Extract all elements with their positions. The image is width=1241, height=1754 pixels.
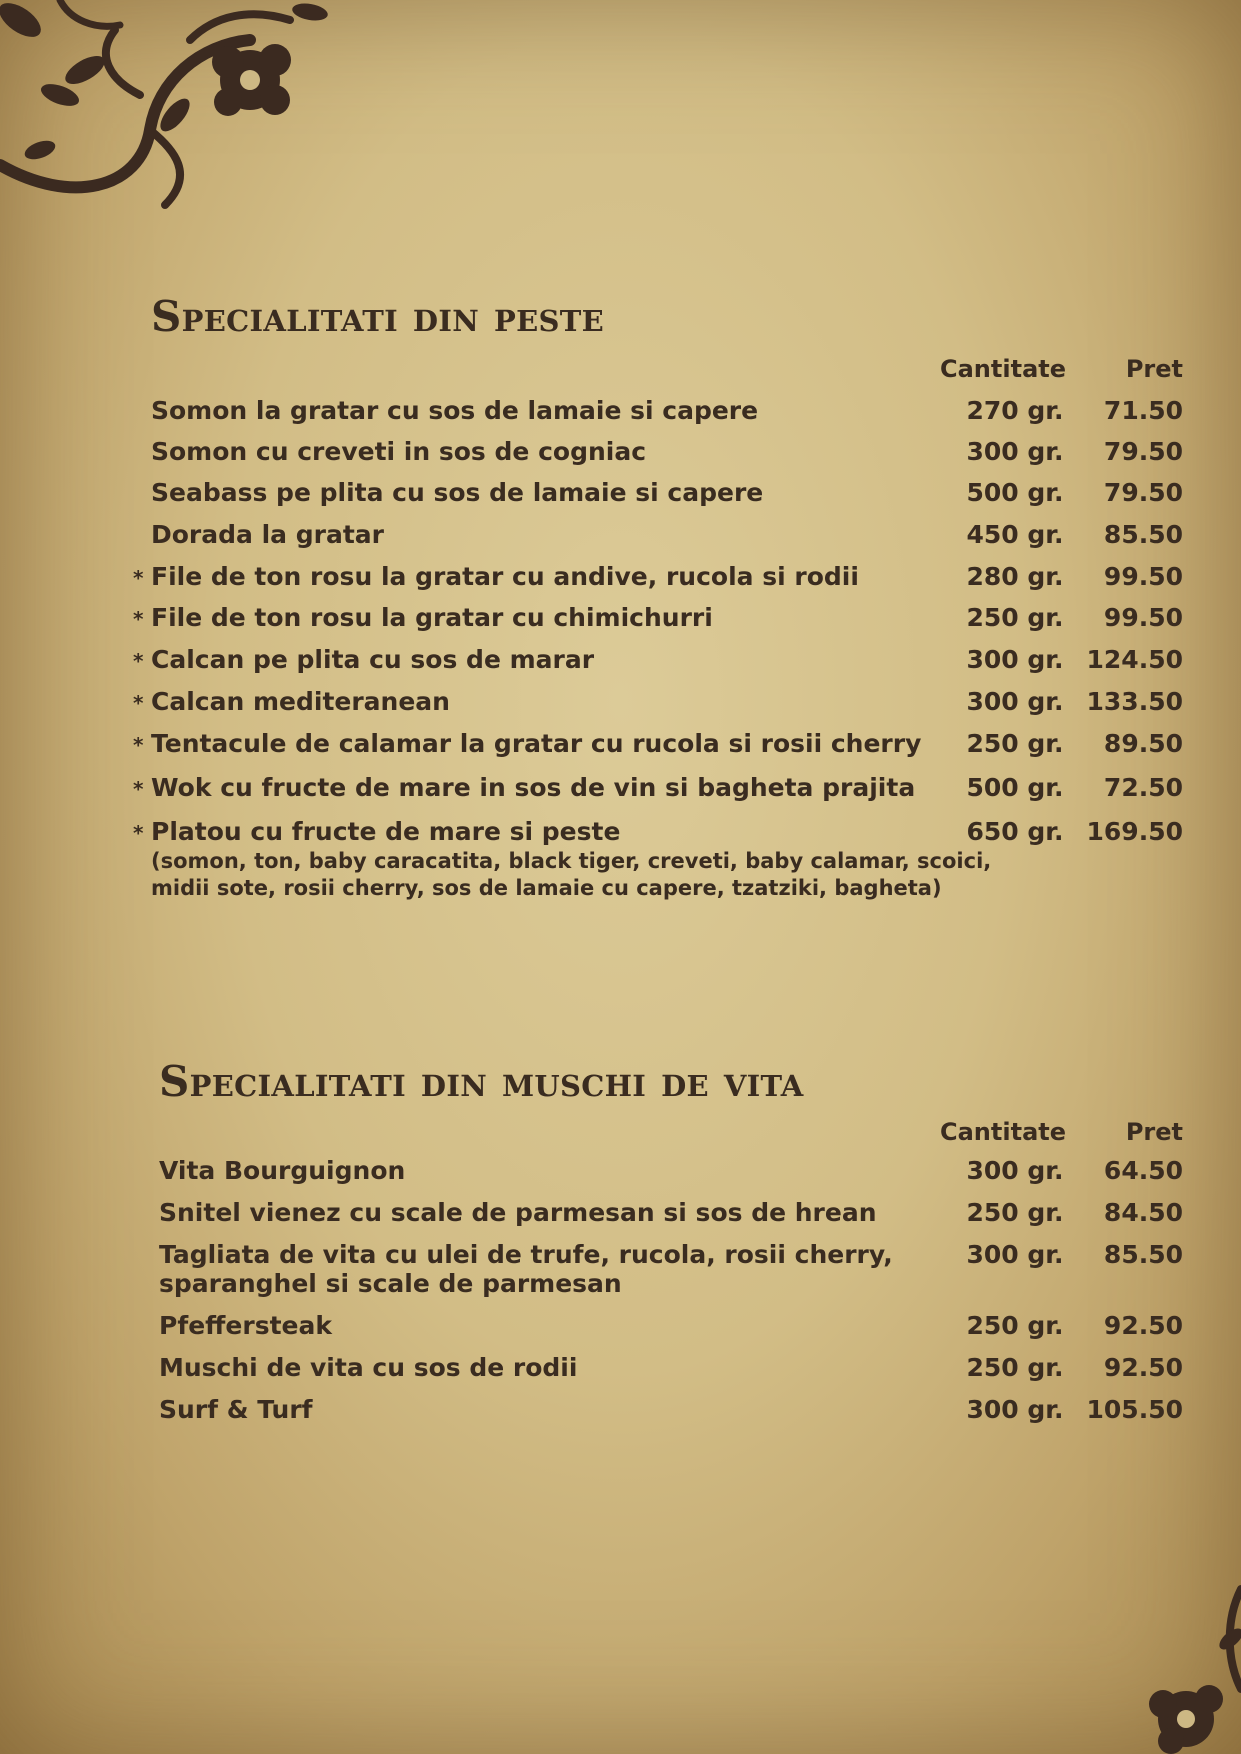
qty-header-fish: Cantitate	[940, 355, 1067, 383]
item-description: midii sote, rosii cherry, sos de lamaie cu capere, tzatziki, bagheta)	[151, 876, 942, 900]
item-quantity: 250 gr.	[966, 1311, 1064, 1340]
item-name: File de ton rosu la gratar cu chimichurri	[151, 603, 713, 632]
item-price: 79.50	[1103, 478, 1183, 507]
item-price: 72.50	[1103, 773, 1183, 802]
floral-ornament-top-left	[0, 0, 330, 215]
item-price: 85.50	[1103, 1240, 1183, 1269]
item-quantity: 300 gr.	[966, 645, 1064, 674]
item-price: 85.50	[1103, 520, 1183, 549]
special-marker: *	[133, 649, 144, 673]
item-price: 84.50	[1103, 1198, 1183, 1227]
item-price: 99.50	[1103, 562, 1183, 591]
item-name: Somon cu creveti in sos de cogniac	[151, 437, 647, 466]
item-quantity: 250 gr.	[966, 1198, 1064, 1227]
item-quantity: 250 gr.	[966, 1353, 1064, 1382]
special-marker: *	[133, 566, 144, 590]
item-quantity: 250 gr.	[966, 603, 1064, 632]
item-price: 133.50	[1086, 687, 1183, 716]
item-price: 79.50	[1103, 437, 1183, 466]
item-price: 92.50	[1103, 1353, 1183, 1382]
item-quantity: 250 gr.	[966, 729, 1064, 758]
item-quantity: 500 gr.	[966, 773, 1064, 802]
item-name: Tagliata de vita cu ulei de trufe, rucola, rosii cherry,	[159, 1240, 893, 1269]
item-price: 124.50	[1086, 645, 1183, 674]
item-price: 105.50	[1086, 1395, 1183, 1424]
qty-header-beef: Cantitate	[940, 1118, 1067, 1146]
item-name: Calcan pe plita cu sos de marar	[151, 645, 595, 674]
item-quantity: 270 gr.	[966, 396, 1064, 425]
special-marker: *	[133, 691, 144, 715]
item-price: 92.50	[1103, 1311, 1183, 1340]
item-quantity: 300 gr.	[966, 437, 1064, 466]
item-name: Pfeffersteak	[159, 1311, 332, 1340]
price-header-fish: Pret	[1125, 355, 1183, 383]
item-name: Platou cu fructe de mare si peste	[151, 817, 621, 846]
special-marker: *	[133, 733, 144, 757]
item-name: Surf & Turf	[159, 1395, 313, 1424]
item-price: 71.50	[1103, 396, 1183, 425]
special-marker: *	[133, 607, 144, 631]
price-header-beef: Pret	[1125, 1118, 1183, 1146]
item-quantity: 300 gr.	[966, 1156, 1064, 1185]
item-quantity: 450 gr.	[966, 520, 1064, 549]
item-name: Calcan mediteranean	[151, 687, 450, 716]
special-marker: *	[133, 777, 144, 801]
item-price: 99.50	[1103, 603, 1183, 632]
item-name: Snitel vienez cu scale de parmesan si sos de hrean	[159, 1198, 877, 1227]
item-name: Seabass pe plita cu sos de lamaie si capere	[151, 478, 764, 507]
item-quantity: 300 gr.	[966, 687, 1064, 716]
floral-ornament-bottom-right	[1131, 1579, 1241, 1754]
item-quantity: 280 gr.	[966, 562, 1064, 591]
item-name: File de ton rosu la gratar cu andive, rucola si rodii	[151, 562, 859, 591]
item-price: 64.50	[1103, 1156, 1183, 1185]
item-name: Vita Bourguignon	[159, 1156, 406, 1185]
item-description: (somon, ton, baby caracatita, black tiger, creveti, baby calamar, scoici,	[151, 849, 992, 873]
section-title-beef: Specialitati din muschi de vita	[159, 1057, 804, 1106]
item-quantity: 300 gr.	[966, 1240, 1064, 1269]
item-name: Muschi de vita cu sos de rodii	[159, 1353, 578, 1382]
item-name: Dorada la gratar	[151, 520, 384, 549]
item-price: 89.50	[1103, 729, 1183, 758]
item-name: Somon la gratar cu sos de lamaie si capere	[151, 396, 759, 425]
item-price: 169.50	[1086, 817, 1183, 846]
item-quantity: 500 gr.	[966, 478, 1064, 507]
item-quantity: 650 gr.	[966, 817, 1064, 846]
item-name-continued: sparanghel si scale de parmesan	[159, 1269, 622, 1298]
section-title-fish: Specialitati din peste	[151, 292, 605, 341]
item-name: Wok cu fructe de mare in sos de vin si bagheta prajita	[151, 773, 916, 802]
special-marker: *	[133, 821, 144, 845]
item-name: Tentacule de calamar la gratar cu rucola si rosii cherry	[151, 729, 922, 758]
item-quantity: 300 gr.	[966, 1395, 1064, 1424]
